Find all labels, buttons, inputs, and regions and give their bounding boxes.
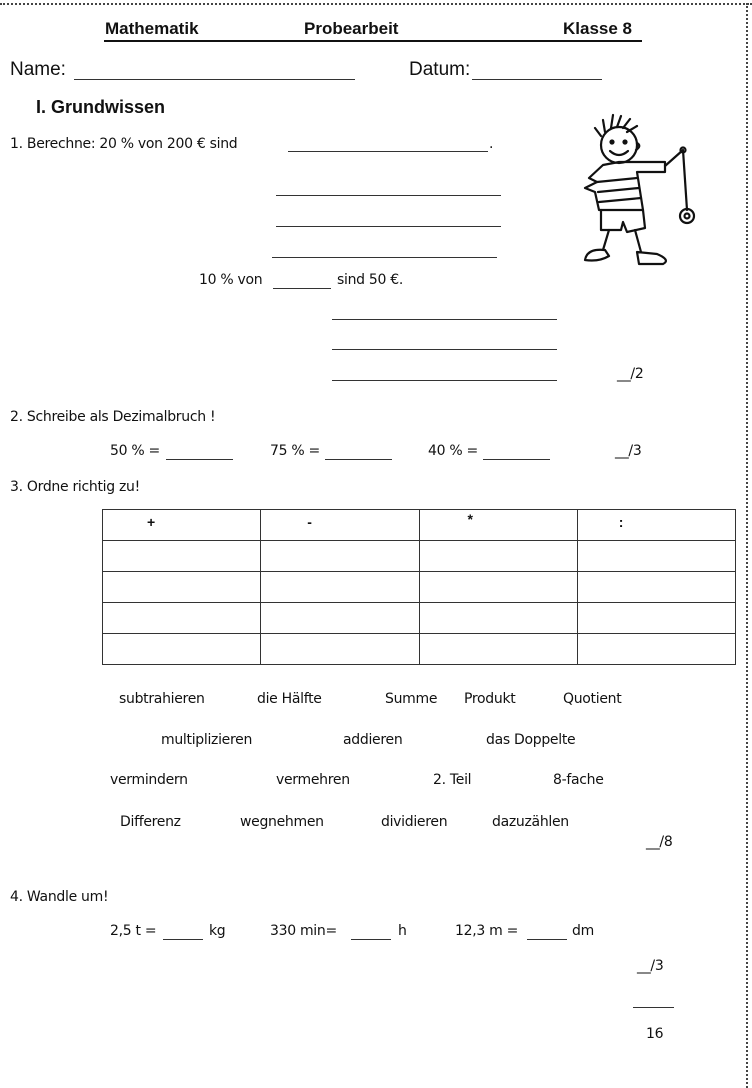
plus-symbol: + (147, 514, 156, 530)
table-row (103, 541, 736, 572)
task4-item-3-pre: 12,3 m = (455, 923, 519, 939)
task4-item-3-unit: dm (572, 923, 594, 939)
table-cell[interactable] (419, 541, 577, 572)
page-border-top (0, 3, 752, 5)
minus-symbol: - (307, 514, 312, 530)
word-differenz: Differenz (120, 814, 181, 830)
table-cell[interactable] (261, 572, 419, 603)
table-cell[interactable] (577, 572, 735, 603)
table-row (103, 603, 736, 634)
header-times (419, 510, 577, 541)
word-dividieren: dividieren (381, 814, 448, 830)
sort-table (102, 509, 736, 665)
table-cell[interactable] (577, 541, 735, 572)
task1-score: __/2 (617, 366, 644, 382)
task2-score: __/3 (615, 443, 642, 459)
table-cell[interactable] (261, 541, 419, 572)
table-cell[interactable] (419, 572, 577, 603)
date-label: Datum: (409, 59, 471, 80)
sort-table-header (103, 510, 736, 541)
task2-item-50: 50 % = (110, 443, 160, 459)
task1b-answer-line[interactable] (273, 288, 331, 289)
task2-prompt: 2. Schreibe als Dezimalbruch ! (10, 409, 216, 425)
word-vermindern: vermindern (110, 772, 188, 788)
table-cell[interactable] (261, 603, 419, 634)
word-summe: Summe (385, 691, 438, 707)
task4-answer-1[interactable] (163, 939, 203, 940)
table-cell[interactable] (577, 634, 735, 665)
task1-work-line-1[interactable] (276, 195, 501, 196)
header-grade: Klasse 8 (563, 19, 632, 38)
task2-answer-40[interactable] (483, 459, 550, 460)
total-score-line[interactable] (633, 1007, 674, 1008)
table-cell[interactable] (419, 603, 577, 634)
task3-score: __/8 (646, 834, 673, 850)
task1-prompt: 1. Berechne: 20 % von 200 € sind (10, 136, 238, 152)
word-die-haelfte: die Hälfte (257, 691, 322, 707)
table-cell[interactable] (103, 572, 261, 603)
header-divide (577, 510, 735, 541)
header-subject: Mathematik (105, 19, 199, 38)
table-cell[interactable] (577, 603, 735, 634)
task1b-pre: 10 % von (199, 272, 263, 288)
word-multiplizieren: multiplizieren (161, 732, 253, 748)
divide-symbol: : (618, 514, 624, 530)
word-das-doppelte: das Doppelte (486, 732, 576, 748)
word-wegnehmen: wegnehmen (240, 814, 324, 830)
table-row (103, 572, 736, 603)
task1-answer-line[interactable] (288, 151, 488, 152)
task1-work-line-3[interactable] (272, 257, 497, 258)
task2-item-40: 40 % = (428, 443, 478, 459)
table-cell[interactable] (261, 634, 419, 665)
word-subtrahieren: subtrahieren (119, 691, 205, 707)
table-row (103, 634, 736, 665)
header-plus (103, 510, 261, 541)
word-vermehren: vermehren (276, 772, 350, 788)
word-addieren: addieren (343, 732, 403, 748)
table-cell[interactable] (419, 634, 577, 665)
task1b-work-line-2[interactable] (332, 349, 557, 350)
word-8-fache: 8-fache (553, 772, 604, 788)
name-label: Name: (10, 59, 66, 80)
task4-item-1-unit: kg (209, 923, 226, 939)
word-quotient: Quotient (563, 691, 622, 707)
task1b-work-line-1[interactable] (332, 319, 557, 320)
total-points: 16 (646, 1026, 664, 1042)
task1b-work-line-3[interactable] (332, 380, 557, 381)
word-dazuzaehlen: dazuzählen (492, 814, 569, 830)
section-title: I. Grundwissen (36, 97, 166, 117)
word-produkt: Produkt (464, 691, 516, 707)
task1-end: . (489, 136, 494, 152)
task1b-post: sind 50 €. (337, 272, 404, 288)
header-minus (261, 510, 419, 541)
task4-prompt: 4. Wandle um! (10, 889, 109, 905)
date-field[interactable] (472, 79, 602, 80)
task4-item-2-unit: h (398, 923, 407, 939)
header-underline (104, 40, 642, 42)
word-2-teil: 2. Teil (433, 772, 472, 788)
task3-prompt: 3. Ordne richtig zu! (10, 479, 140, 495)
task4-answer-2[interactable] (351, 939, 391, 940)
task4-item-1-pre: 2,5 t = (110, 923, 157, 939)
task2-answer-50[interactable] (166, 459, 233, 460)
table-cell[interactable] (103, 541, 261, 572)
task4-item-2-pre: 330 min= (270, 923, 337, 939)
task4-score: __/3 (637, 958, 664, 974)
page-border-right (746, 3, 748, 1088)
task1-work-line-2[interactable] (276, 226, 501, 227)
table-cell[interactable] (103, 634, 261, 665)
name-field[interactable] (74, 79, 355, 80)
boy-yoyo-illustration (575, 110, 715, 270)
task2-item-75: 75 % = (270, 443, 320, 459)
times-symbol: * (467, 511, 473, 527)
task4-answer-3[interactable] (527, 939, 567, 940)
header-type: Probearbeit (304, 19, 399, 38)
task2-answer-75[interactable] (325, 459, 392, 460)
table-cell[interactable] (103, 603, 261, 634)
